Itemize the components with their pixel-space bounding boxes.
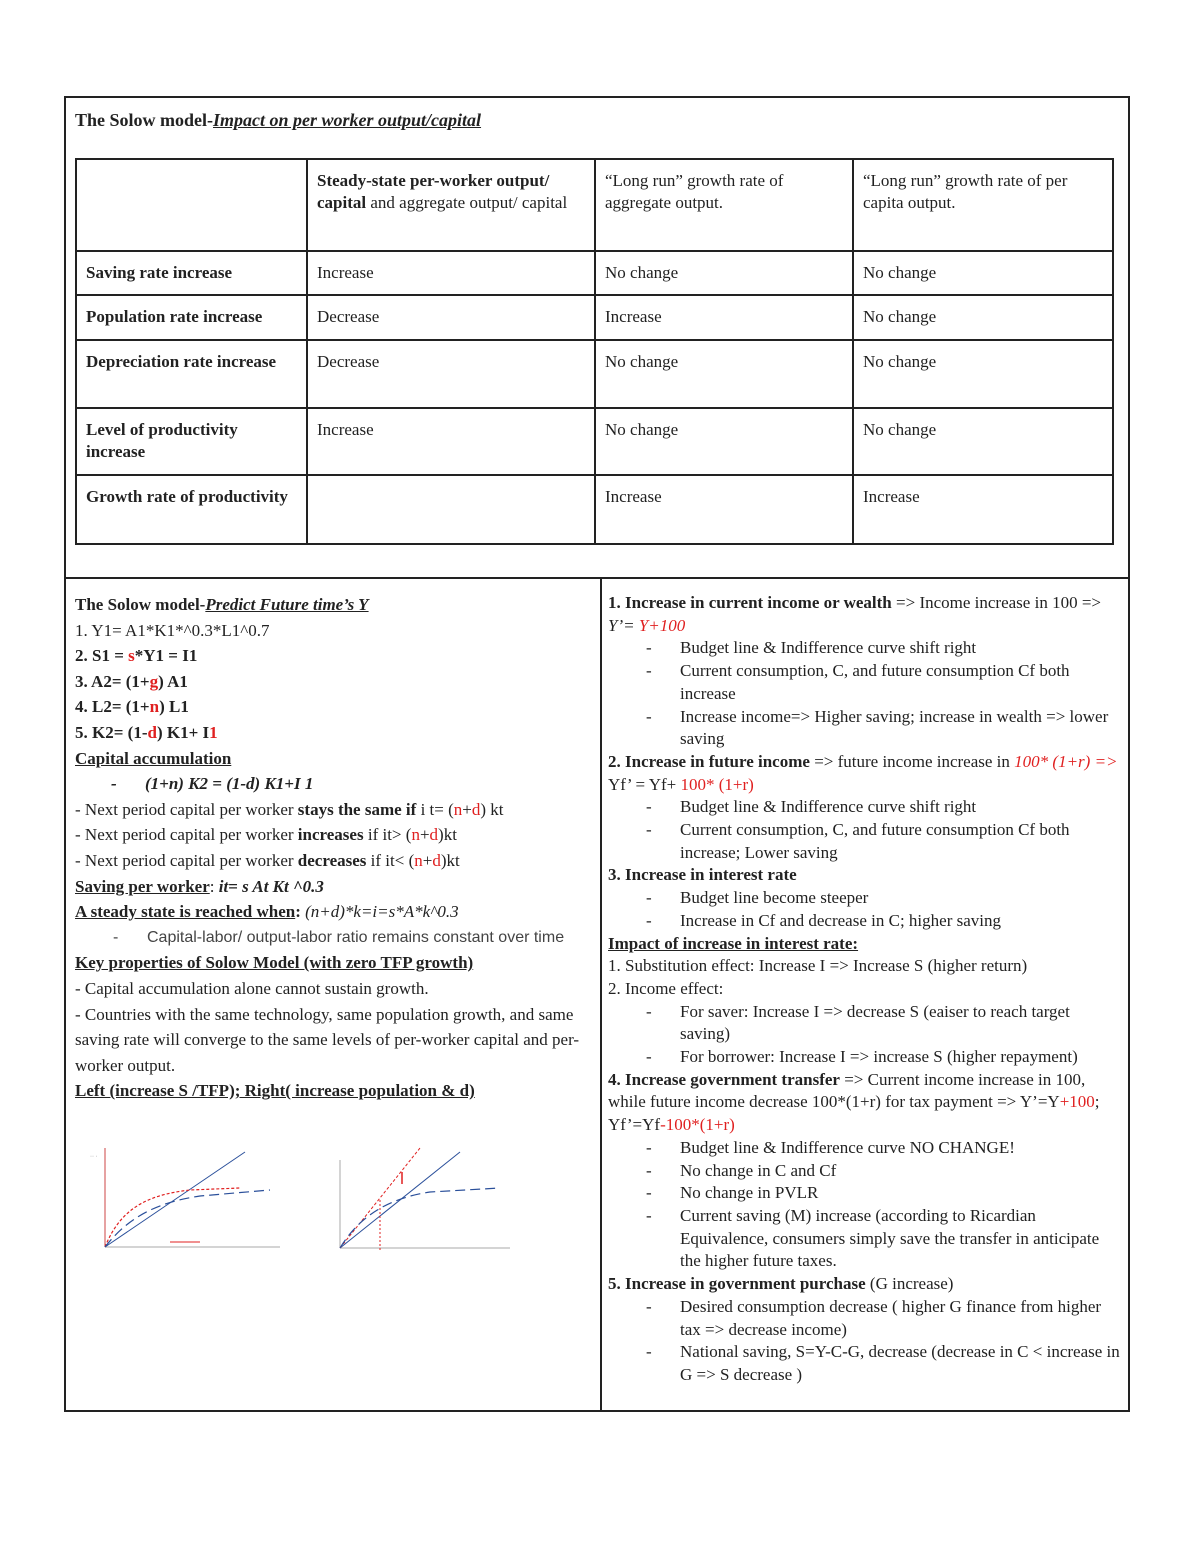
- left-title-italic: Predict Future time’s Y: [205, 595, 369, 614]
- solow-impact-table: [75, 158, 1114, 545]
- s1-rest: => Income increase in 100 =>: [891, 593, 1101, 612]
- section-2: [608, 751, 1124, 796]
- s1-eq-a: Y’=: [608, 615, 639, 635]
- s3-bullet-1: - Budget line become steeper: [608, 887, 1124, 910]
- saving-per-worker: Saving per worker: it= s At Kt ^0.3: [75, 876, 324, 896]
- capital-accumulation-heading: Capital accumulation: [75, 748, 232, 768]
- s2-red2: 100* (1+r): [680, 774, 754, 794]
- right-column: [608, 592, 1124, 1387]
- eq-4-b: ) L1: [159, 697, 189, 717]
- cell: Increase: [595, 295, 853, 340]
- np-b: decreases: [297, 850, 367, 870]
- cell: Increase: [853, 475, 1113, 544]
- table-row: [76, 340, 1113, 408]
- np-end: )kt: [440, 850, 460, 870]
- s1-bullet-2: - Current consumption, C, and future consumption Cf both increase: [608, 660, 1124, 705]
- impact-heading: Impact of increase in interest rate:: [608, 933, 859, 953]
- eq-2-s: s: [128, 646, 135, 666]
- eq-3-g: g: [149, 671, 159, 691]
- solow-graphs: [90, 1140, 550, 1265]
- np-c: if it> (: [363, 825, 412, 845]
- s4-mid: ; Yf’=Yf: [608, 1092, 1100, 1135]
- s5-bold: 5. Increase in government purchase: [608, 1274, 866, 1294]
- header-steady-state-rest: and aggregate output/ capital: [366, 193, 568, 212]
- s4-bullet-1: - Budget line & Indifference curve NO CHANGE!: [608, 1137, 1124, 1160]
- top-title: [75, 110, 481, 131]
- s4-bold: 4. Increase government transfer: [608, 1069, 840, 1089]
- np-plus: +: [419, 825, 430, 845]
- left-title: [75, 592, 590, 618]
- header-aggregate-growth: “Long run” growth rate of aggregate output.: [595, 159, 853, 251]
- eq-2-a: 2. S1 =: [75, 646, 129, 666]
- left-graph-ylabel: ·· ·: [90, 1154, 98, 1160]
- section-4: [608, 1069, 1124, 1137]
- s1-bullet-1: - Budget line & Indifference curve shift right: [608, 637, 1124, 660]
- eq-2-b: *Y1 = I1: [134, 646, 198, 666]
- steady-label: A steady state is reached when: [75, 902, 296, 922]
- impact-2-bullet-2: - For borrower: Increase I => increase S (higher repayment): [608, 1046, 1124, 1069]
- impact-2: 2. Income effect:: [608, 978, 724, 998]
- left-column: [75, 592, 590, 1104]
- row-label: Depreciation rate increase: [76, 340, 307, 408]
- np-n: n: [414, 850, 423, 870]
- s4-red2: -100*(1+r): [660, 1115, 735, 1135]
- section-divider-vertical: [600, 577, 602, 1412]
- cell: Increase: [595, 475, 853, 544]
- np-a: - Next period capital per worker: [75, 850, 298, 870]
- s1-bullet-3: - Increase income=> Higher saving; increase in wealth => lower saving: [608, 706, 1124, 751]
- s2-eq: Yf’ = Yf+: [608, 774, 681, 794]
- s2-bullet-1: - Budget line & Indifference curve shift right: [608, 796, 1124, 819]
- np-d: d: [471, 799, 481, 819]
- s4-bullet-3: - No change in PVLR: [608, 1182, 1124, 1205]
- key-property-1: - Capital accumulation alone cannot sustain growth.: [75, 978, 429, 998]
- right-graph-production-curve: [340, 1188, 500, 1248]
- np-c: i t= (: [416, 799, 454, 819]
- cell: No change: [595, 340, 853, 408]
- table-row: [76, 475, 1113, 544]
- np-b: stays the same if: [297, 799, 417, 819]
- saving-eq: it= s At Kt ^0.3: [218, 876, 324, 896]
- top-title-italic: Impact on per worker output/capital: [213, 110, 482, 130]
- next-period-decrease: [75, 848, 590, 874]
- cell: Increase: [307, 251, 595, 295]
- s4-rest: => Current income increase in 100, while future income decrease 100*(1+r) for tax payment => Y’=Y: [608, 1069, 1086, 1112]
- np-n: n: [411, 825, 420, 845]
- eq-5-1: 1: [209, 722, 218, 742]
- eq-1: 1. Y1= A1*K1*^0.3*L1^0.7: [75, 620, 270, 640]
- next-period-same: [75, 797, 590, 823]
- s5-rest: (G increase): [865, 1274, 954, 1294]
- table-row: [76, 408, 1113, 475]
- eq-5-d: d: [147, 722, 157, 742]
- left-graph-new-curve: [105, 1188, 240, 1247]
- s4-bullet-4: - Current saving (M) increase (according to Ricardian Equivalence, consumers simply save the transfer in anticipate the higher future taxes.: [608, 1205, 1124, 1273]
- eq-3-a: 3. A2= (1+: [75, 671, 150, 691]
- eq-5: [75, 720, 590, 746]
- cell: Decrease: [307, 340, 595, 408]
- section-1: [608, 592, 1124, 637]
- eq-3-b: ) A1: [158, 671, 188, 691]
- cell: Increase: [307, 408, 595, 475]
- cell: No change: [595, 408, 853, 475]
- steady-eq: (n+d)*k=i=s*A*k^0.3: [305, 902, 459, 922]
- row-label: Growth rate of productivity: [76, 475, 307, 544]
- impact-1: 1. Substitution effect: Increase I => Increase S (higher return): [608, 956, 1028, 976]
- s1-eq-b: Y+100: [638, 615, 686, 635]
- s2-bold: 2. Increase in future income: [608, 751, 810, 771]
- np-c: if it< (: [366, 850, 415, 870]
- key-property-2: - Countries with the same technology, same population growth, and same saving rate will converge to the same levels of per-worker capital and per-worker output.: [75, 1004, 580, 1075]
- table-header-row: [76, 159, 1113, 251]
- left-graph: [90, 1148, 280, 1247]
- table-row: [76, 295, 1113, 340]
- steady-state: A steady state is reached when: (n+d)*k=i=s*A*k^0.3: [75, 902, 459, 922]
- key-properties-heading: Key properties of Solow Model (with zero TFP growth): [75, 953, 474, 973]
- steady-bullet: - Capital-labor/ output-labor ratio remains constant over time: [75, 925, 590, 951]
- right-graph-old-line: [340, 1152, 460, 1248]
- s3-bullet-2: - Increase in Cf and decrease in C; higher saving: [608, 910, 1124, 933]
- eq-5-a: 5. K2= (1-: [75, 722, 148, 742]
- right-graph: [340, 1148, 510, 1252]
- next-period-increase: [75, 822, 590, 848]
- s2-red1: 100* (1+r) =>: [1014, 751, 1118, 771]
- cell: No change: [595, 251, 853, 295]
- eq-4-n: n: [149, 697, 160, 717]
- row-label: Level of productivity increase: [76, 408, 307, 475]
- s2-bullet-2: - Current consumption, C, and future consumption Cf both increase; Lower saving: [608, 819, 1124, 864]
- cell: No change: [853, 340, 1113, 408]
- np-d: d: [429, 825, 439, 845]
- table-row: [76, 251, 1113, 295]
- section-3: [608, 864, 1124, 887]
- cell: No change: [853, 295, 1113, 340]
- graphs-heading: Left (increase S /TFP); Right( increase population & d): [75, 1081, 475, 1101]
- capital-accumulation-eq: - (1+n) K2 = (1-d) K1+I 1: [75, 771, 590, 797]
- saving-label: Saving per worker: [75, 876, 210, 896]
- section-divider-horizontal: [64, 577, 1130, 579]
- cell: [307, 475, 595, 544]
- left-graph-old-curve: [105, 1190, 270, 1247]
- section-5: [608, 1273, 1124, 1296]
- s2-rest: => future income increase in: [809, 751, 1015, 771]
- eq-5-b: ) K1+ I: [156, 722, 210, 742]
- np-end: ) kt: [480, 799, 504, 819]
- s4-bullet-2: - No change in C and Cf: [608, 1160, 1124, 1183]
- top-title-prefix: The Solow model-: [75, 110, 214, 130]
- eq-4: [75, 694, 590, 720]
- table-corner-cell: [76, 159, 307, 251]
- left-title-prefix: The Solow model-: [75, 595, 206, 614]
- impact-2-bullet-1: - For saver: Increase I => decrease S (eaiser to reach target saving): [608, 1001, 1124, 1046]
- s5-bullet-2: - National saving, S=Y-C-G, decrease (decrease in C < increase in G => S decrease ): [608, 1341, 1124, 1386]
- np-end: )kt: [438, 825, 457, 845]
- np-plus: +: [422, 850, 433, 870]
- row-label: Population rate increase: [76, 295, 307, 340]
- cell: No change: [853, 251, 1113, 295]
- left-graph-depreciation-line: [105, 1152, 245, 1247]
- header-steady-state-bold: Steady-state per-worker output/ capital: [317, 171, 550, 212]
- row-label: Saving rate increase: [76, 251, 307, 295]
- np-plus: +: [462, 799, 472, 819]
- np-n: n: [453, 799, 463, 819]
- eq-2: [75, 643, 590, 669]
- np-d: d: [432, 850, 441, 870]
- eq-4-a: 4. L2= (1+: [75, 697, 150, 717]
- np-a: - Next period capital per worker: [75, 799, 298, 819]
- s5-bullet-1: - Desired consumption decrease ( higher G finance from higher tax => decrease income): [608, 1296, 1124, 1341]
- cell: No change: [853, 408, 1113, 475]
- np-b: increases: [297, 825, 364, 845]
- cell: Decrease: [307, 295, 595, 340]
- header-per-capita-growth: “Long run” growth rate of per capita output.: [853, 159, 1113, 251]
- eq-3: [75, 669, 590, 695]
- s4-red1: +100: [1059, 1092, 1095, 1112]
- np-a: - Next period capital per worker: [75, 825, 298, 845]
- s1-bold: 1. Increase in current income or wealth: [608, 593, 892, 612]
- header-steady-state: [307, 159, 595, 251]
- s3-bold: 3. Increase in interest rate: [608, 865, 797, 885]
